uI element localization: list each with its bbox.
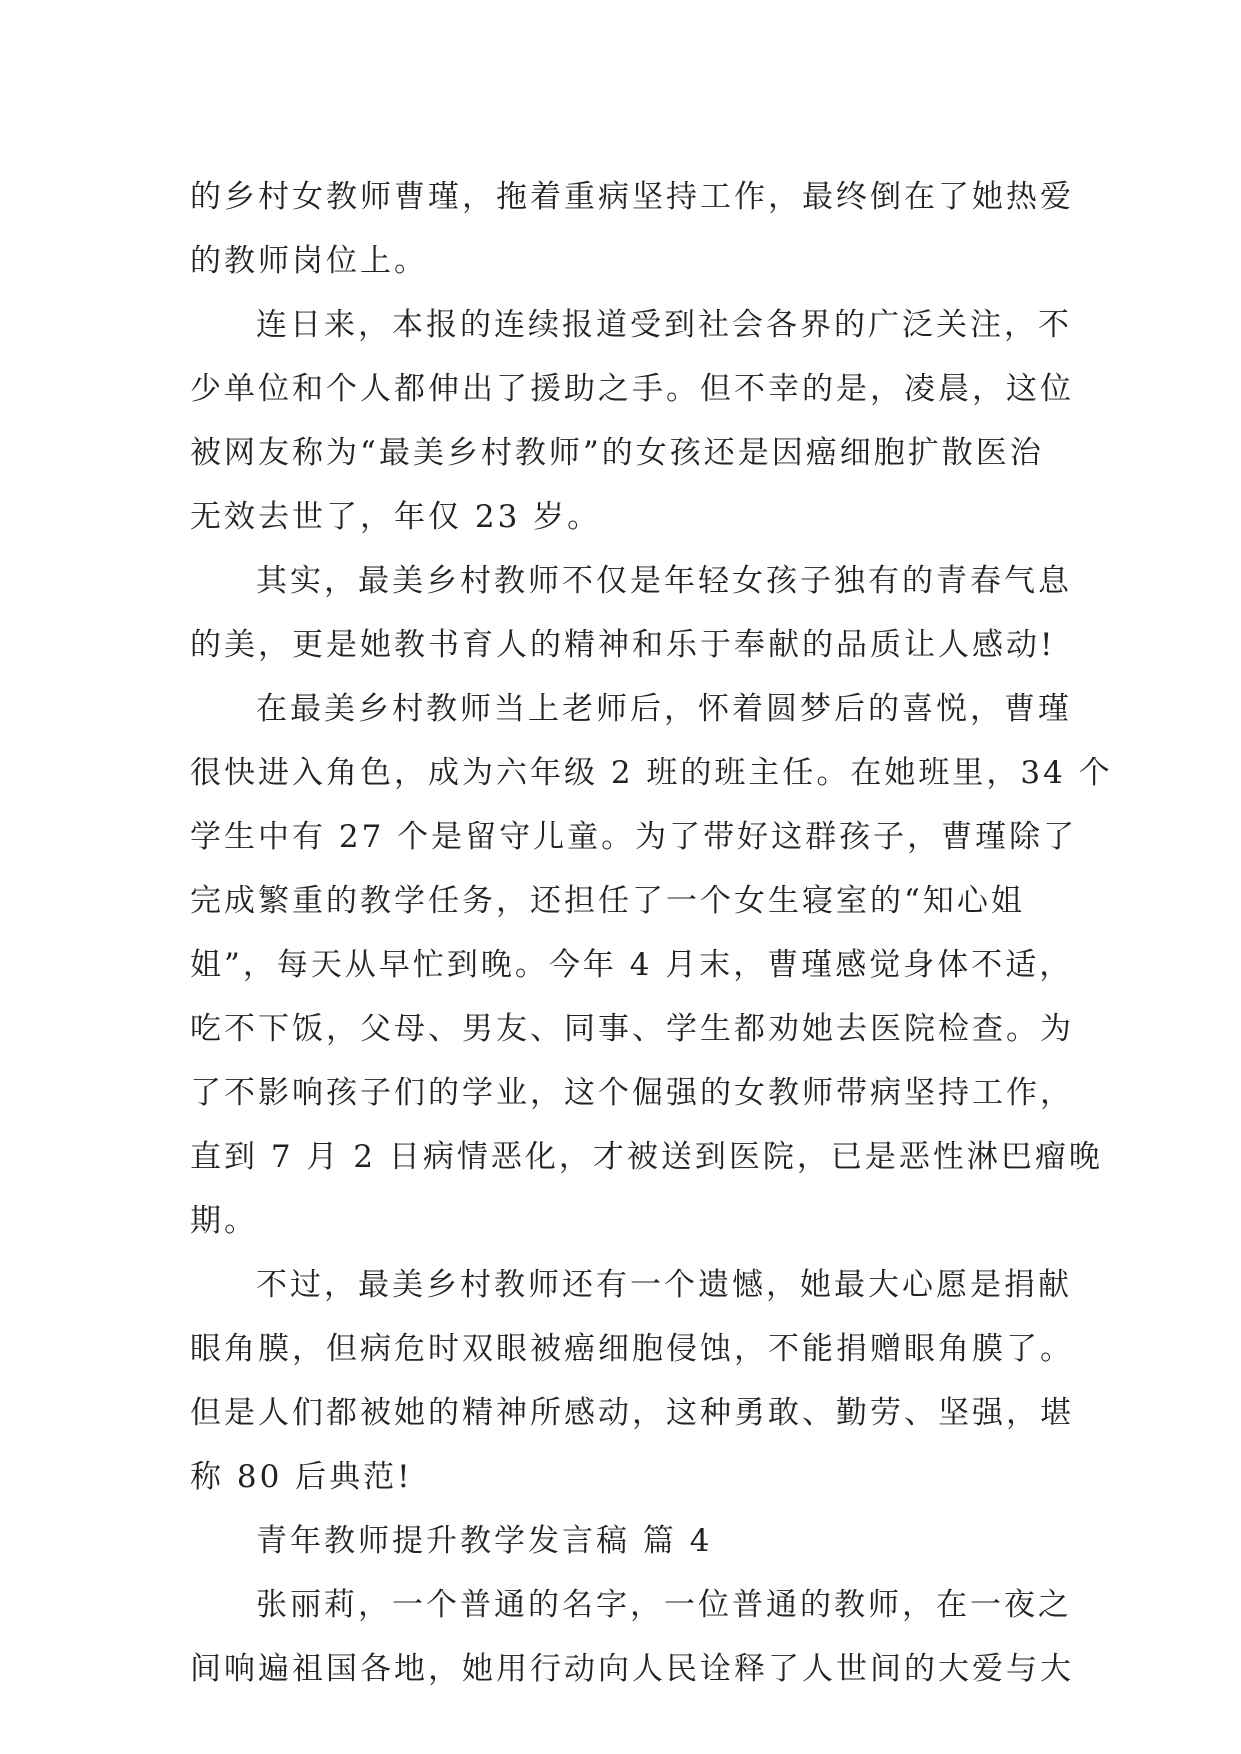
text-line: 的乡村女教师曹瑾，拖着重病坚持工作，最终倒在了她热爱: [190, 179, 1074, 215]
text-line: 期。: [190, 1203, 258, 1239]
text-line: 无效去世了，年仅 23 岁。: [190, 499, 602, 535]
text-line: 很快进入角色，成为六年级 2 班的班主任。在她班里，34 个: [190, 755, 1113, 791]
paragraph-start-line: 不过，最美乡村教师还有一个遗憾，她最大心愿是捐献: [256, 1267, 1072, 1303]
text-line: 少单位和个人都伸出了援助之手。但不幸的是，凌晨，这位: [190, 371, 1074, 407]
text-line: 但是人们都被她的精神所感动，这种勇敢、勤劳、坚强，堪: [190, 1395, 1074, 1431]
document-body: [190, 165, 1113, 1701]
text-line: 的教师岗位上。: [190, 243, 428, 279]
text-line: 吃不下饭，父母、男友、同事、学生都劝她去医院检查。为: [190, 1011, 1074, 1047]
section-heading: 青年教师提升教学发言稿 篇 4: [256, 1523, 713, 1559]
paragraph-start-line: 张丽莉，一个普通的名字，一位普通的教师，在一夜之: [256, 1587, 1072, 1623]
text-line: 学生中有 27 个是留守儿童。为了带好这群孩子，曹瑾除了: [190, 819, 1078, 855]
text-line: 直到 7 月 2 日病情恶化，才被送到医院，已是恶性淋巴瘤晚: [190, 1139, 1103, 1175]
text-line: 姐”，每天从早忙到晚。今年 4 月末，曹瑾感觉身体不适，: [190, 947, 1074, 983]
paragraph-start-line: 在最美乡村教师当上老师后，怀着圆梦后的喜悦，曹瑾: [256, 691, 1072, 727]
text-line: 眼角膜，但病危时双眼被癌细胞侵蚀，不能捐赠眼角膜了。: [190, 1331, 1074, 1367]
text-line: 的美，更是她教书育人的精神和乐于奉献的品质让人感动!: [190, 627, 1056, 663]
paragraph-start-line: 其实，最美乡村教师不仅是年轻女孩子独有的青春气息: [256, 563, 1072, 599]
text-line: 了不影响孩子们的学业，这个倔强的女教师带病坚持工作，: [190, 1075, 1074, 1111]
text-line: 完成繁重的教学任务，还担任了一个女生寝室的“知心姐: [190, 883, 1025, 919]
text-line: 间响遍祖国各地，她用行动向人民诠释了人世间的大爱与大: [190, 1651, 1074, 1687]
paragraph-start-line: 连日来，本报的连续报道受到社会各界的广泛关注，不: [256, 307, 1072, 343]
text-line: 被网友称为“最美乡村教师”的女孩还是因癌细胞扩散医治: [190, 435, 1044, 471]
text-line: 称 80 后典范!: [190, 1459, 413, 1495]
